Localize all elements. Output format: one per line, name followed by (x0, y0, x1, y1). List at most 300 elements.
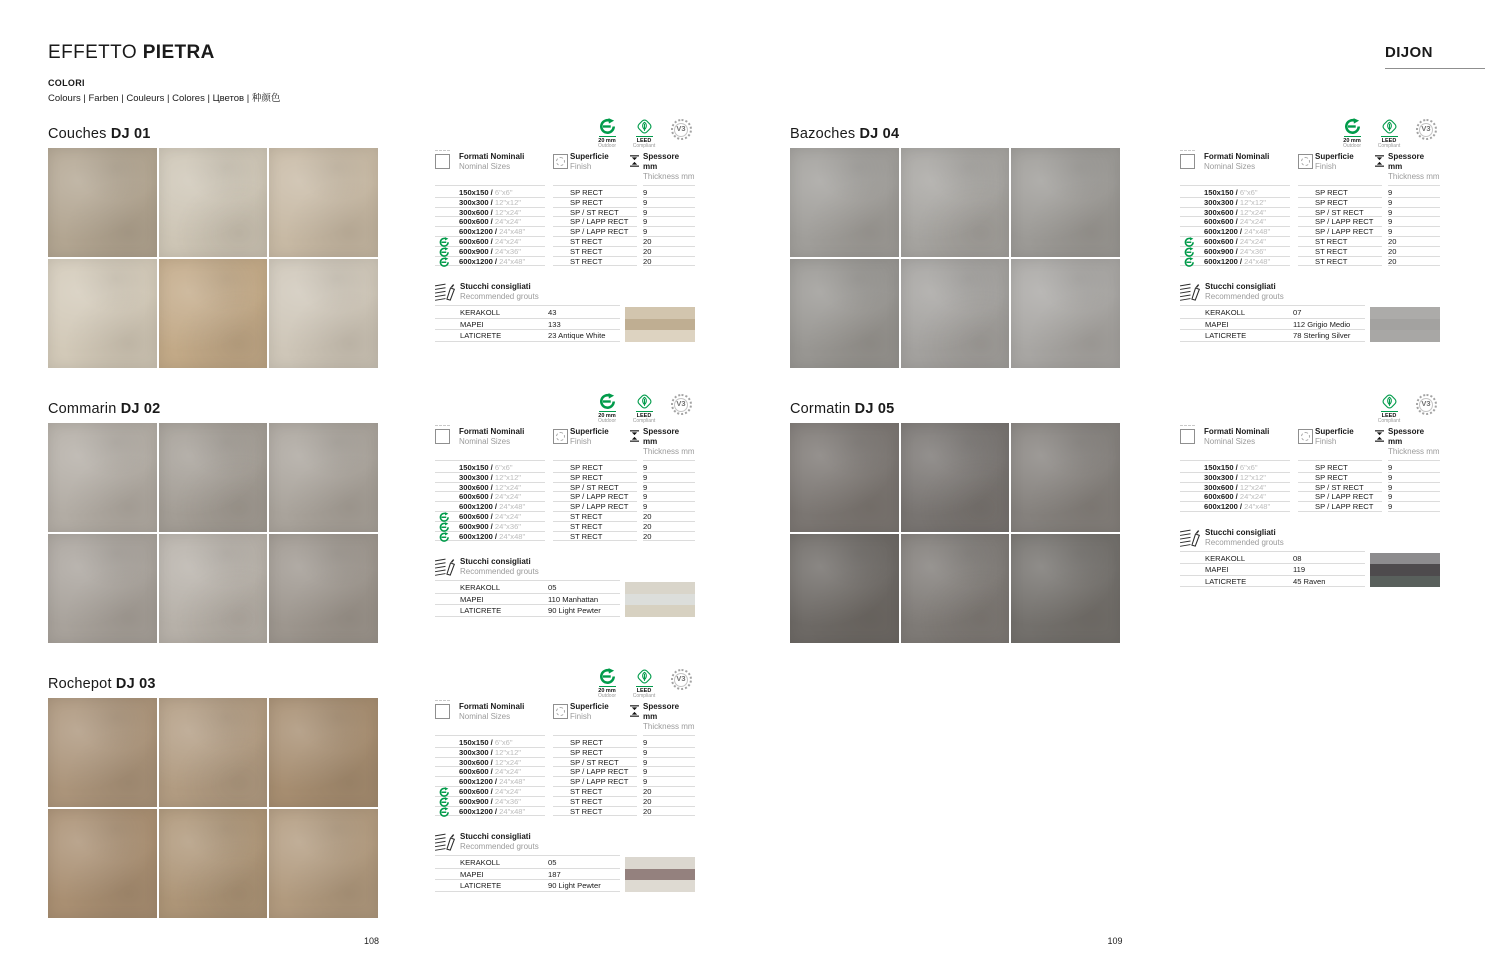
size-row (435, 777, 695, 787)
thickness-cell: 9 (1388, 492, 1440, 502)
badge-leed-label: LEED (1381, 413, 1397, 419)
finish-cell: SP RECT (553, 473, 637, 483)
grout-section (435, 282, 695, 341)
size-row (1180, 237, 1440, 247)
grout-row (1180, 307, 1365, 318)
size-row (435, 767, 695, 777)
size-inches: 24"x48" (499, 227, 526, 237)
v3-label: V3 (1419, 123, 1433, 137)
size-row (435, 522, 695, 532)
header-formati (1180, 427, 1290, 461)
size-inches: 12"x24" (494, 757, 521, 767)
stucchi-subtitle: Recommended grouts (1205, 292, 1284, 302)
size-row (435, 247, 695, 257)
superficie-subtitle: Finish (1315, 437, 1337, 446)
size-mm: 300x600 / (1204, 482, 1240, 492)
badge-outdoor-label: Outdoor (1342, 143, 1362, 150)
grout-color-swatch (625, 869, 695, 880)
grout-row (435, 582, 620, 593)
green-rule (636, 136, 653, 137)
thickness-cell: 9 (643, 208, 695, 218)
size-mm: 600x600 / (459, 217, 495, 227)
size-mm: 600x1200 / (459, 777, 500, 787)
finish-cell: SP RECT (1298, 463, 1382, 473)
tile-photo (48, 809, 157, 918)
size-rows (1180, 463, 1440, 512)
finish-cell: ST RECT (553, 257, 637, 267)
product-block (48, 668, 695, 943)
size-cell (435, 767, 545, 777)
thickness-caliper-icon (630, 704, 639, 718)
badge-compliant-label: Compliant (1377, 418, 1401, 425)
formati-subtitle: Nominal Sizes (1204, 437, 1256, 446)
v3-label: V3 (1419, 398, 1433, 412)
size-cell (435, 787, 545, 797)
size-inches: 24"x48" (1244, 502, 1271, 512)
grout-row (435, 605, 620, 616)
grout-color-swatch (625, 857, 695, 868)
size-inches: 24"x48" (499, 806, 526, 816)
grout-brand: KERAKOLL (1205, 308, 1246, 318)
grout-code: 08 (1293, 553, 1302, 563)
page-number-right: 109 (1107, 936, 1123, 946)
20mm-eco-icon (1184, 257, 1195, 268)
size-row (435, 787, 695, 797)
header-spessore (1388, 427, 1440, 461)
tile-photo (48, 259, 157, 368)
green-rule (636, 411, 653, 412)
grout-color-swatch (1370, 553, 1440, 564)
tile-photo (159, 698, 268, 807)
sizes-table (1180, 152, 1440, 266)
size-inches: 24"x24" (1239, 492, 1266, 502)
tile-photo (790, 148, 899, 257)
tile-size-icon (435, 704, 450, 719)
size-row (1180, 247, 1440, 257)
spessore-title: Spessore mm (1388, 152, 1425, 171)
grout-header (1180, 282, 1365, 306)
v3-icon (671, 119, 692, 140)
size-mm: 300x600 / (459, 482, 495, 492)
size-cell (1180, 463, 1290, 473)
tile-photo (269, 698, 378, 807)
finish-cell: ST RECT (553, 247, 637, 257)
sizes-table-header (1180, 152, 1440, 186)
tile-photo (48, 423, 157, 532)
thickness-cell: 9 (643, 748, 695, 758)
grout-row (435, 857, 620, 868)
badge-leed-label: LEED (636, 688, 652, 694)
grout-swatches (625, 857, 695, 891)
header-superficie (553, 427, 637, 461)
grout-section (435, 832, 695, 891)
size-inches: 24"x36" (1239, 246, 1266, 256)
badge-leed (1375, 118, 1403, 150)
size-cell (435, 247, 545, 257)
size-inches: 24"x48" (499, 502, 526, 512)
tile-grid (790, 423, 1120, 643)
badge-leed (630, 393, 658, 425)
sizes-table-header (435, 427, 695, 461)
grout-body (435, 582, 695, 616)
finish-cell: SP / LAPP RECT (1298, 502, 1382, 512)
tile-photo (901, 423, 1010, 532)
size-mm: 300x600 / (1204, 207, 1240, 217)
size-row (435, 208, 695, 218)
thickness-caliper-icon (630, 154, 639, 168)
tile-photo (269, 534, 378, 643)
finish-cell: SP / LAPP RECT (553, 217, 637, 227)
superficie-title: Superficie (570, 702, 609, 711)
content-area (48, 118, 1440, 943)
tile-photo (1011, 423, 1120, 532)
grout-rows (1180, 307, 1365, 341)
grout-color-swatch (1370, 330, 1440, 341)
size-inches: 6"x6" (1239, 188, 1258, 197)
size-inches: 6"x6" (494, 738, 513, 747)
sizes-table (1180, 427, 1440, 512)
page-column-right (790, 118, 1440, 943)
size-row (435, 257, 695, 267)
badge-20mm-label: 20 mm (598, 138, 616, 144)
size-cell (435, 463, 545, 473)
size-inches: 24"x48" (499, 777, 526, 787)
grout-section (1180, 528, 1440, 587)
product-image-column (48, 393, 378, 643)
product-image-column (48, 118, 378, 368)
size-mm: 300x600 / (459, 207, 495, 217)
stucchi-subtitle: Recommended grouts (460, 567, 539, 577)
size-cell (1180, 198, 1290, 208)
tile-size-icon (435, 429, 450, 444)
spessore-title: Spessore mm (643, 427, 680, 446)
size-inches: 6"x6" (494, 188, 513, 197)
product-name: Commarin (48, 401, 117, 417)
size-row (435, 502, 695, 512)
product-title (790, 393, 1120, 423)
size-mm: 600x1200 / (459, 502, 500, 512)
size-row (435, 463, 695, 473)
product-block (48, 393, 695, 668)
tile-photo (159, 148, 268, 257)
tile-photo (48, 534, 157, 643)
size-row (435, 807, 695, 817)
grout-brand: MAPEI (1205, 319, 1229, 329)
spessore-subtitle: Thickness mm (643, 447, 695, 456)
tile-grid (48, 148, 378, 368)
size-row (435, 738, 695, 748)
grout-color-swatch (1370, 307, 1440, 318)
finish-cell: SP / ST RECT (553, 208, 637, 218)
grout-brand: KERAKOLL (460, 308, 501, 318)
thickness-cell: 9 (643, 483, 695, 493)
grout-code: 110 Manhattan (548, 594, 599, 604)
size-cell (435, 532, 545, 542)
size-mm: 600x600 / (1204, 217, 1240, 227)
finish-cell: SP / LAPP RECT (553, 502, 637, 512)
thickness-cell: 20 (643, 247, 695, 257)
size-mm: 600x600 / (1204, 236, 1240, 246)
grout-brand: LATICRETE (460, 881, 502, 891)
size-row (1180, 198, 1440, 208)
size-row (435, 217, 695, 227)
tile-photo (159, 423, 268, 532)
size-inches: 6"x6" (1239, 463, 1258, 472)
size-row (1180, 463, 1440, 473)
grout-row (1180, 576, 1365, 587)
grout-code: 133 (548, 319, 561, 329)
size-inches: 6"x6" (494, 463, 513, 472)
product-title (790, 118, 1120, 148)
thickness-caliper-icon (630, 429, 639, 443)
trowel-icon (1180, 283, 1201, 302)
grout-section (435, 557, 695, 616)
thickness-cell: 20 (1388, 257, 1440, 267)
size-row (435, 532, 695, 542)
grout-row (1180, 330, 1365, 341)
size-cell (1180, 217, 1290, 227)
sizes-table-header (1180, 427, 1440, 461)
grout-code: 43 (548, 308, 557, 318)
badge-20mm-label: 20 mm (1343, 138, 1361, 144)
stucchi-subtitle: Recommended grouts (460, 292, 539, 302)
grout-code: 23 Antique White (548, 331, 606, 341)
trowel-icon (435, 833, 456, 852)
grout-code: 45 Raven (1293, 576, 1326, 586)
20mm-eco-icon (439, 257, 450, 268)
grout-body (435, 307, 695, 341)
superficie-title: Superficie (570, 427, 609, 436)
spessore-subtitle: Thickness mm (1388, 172, 1440, 181)
finish-cell: SP / LAPP RECT (553, 777, 637, 787)
grout-code: 112 Grigio Medio (1293, 319, 1351, 329)
thickness-cell: 9 (1388, 208, 1440, 218)
page-number-left: 108 (363, 936, 380, 946)
leed-leaf-icon (1381, 393, 1398, 410)
20mm-outdoor-icon (599, 393, 616, 410)
size-cell (435, 227, 545, 237)
tile-grid (48, 698, 378, 918)
superficie-subtitle: Finish (1315, 162, 1337, 171)
badge-20mm-outdoor (1338, 118, 1366, 150)
tile-photo (790, 423, 899, 532)
finish-cell: SP / LAPP RECT (1298, 492, 1382, 502)
stucchi-subtitle: Recommended grouts (460, 842, 539, 852)
tile-photo (901, 534, 1010, 643)
product-image-column (790, 393, 1120, 643)
formati-title: Formati Nominali (459, 427, 525, 436)
finish-cell: SP / LAPP RECT (553, 492, 637, 502)
grout-rows (435, 307, 620, 341)
thickness-cell: 9 (1388, 227, 1440, 237)
header-formati (435, 152, 545, 186)
tile-photo (159, 534, 268, 643)
badge-outdoor-label: Outdoor (597, 143, 617, 150)
size-row (1180, 217, 1440, 227)
thickness-cell: 20 (643, 532, 695, 542)
thickness-cell: 20 (643, 237, 695, 247)
grout-row (1180, 553, 1365, 564)
size-inches: 24"x24" (494, 236, 521, 246)
grout-body (435, 857, 695, 891)
product-image-column (790, 118, 1120, 368)
size-mm: 600x900 / (459, 796, 495, 806)
size-row (1180, 188, 1440, 198)
finish-cell: ST RECT (1298, 237, 1382, 247)
product-code: DJ 04 (859, 126, 900, 142)
surface-finish-icon (553, 154, 568, 169)
green-rule (1381, 136, 1398, 137)
header-spessore (643, 427, 695, 461)
20mm-outdoor-icon (599, 118, 616, 135)
size-mm: 300x300 / (459, 747, 495, 757)
header-superficie (1298, 427, 1382, 461)
size-mm: 600x600 / (459, 511, 495, 521)
finish-cell: SP RECT (553, 198, 637, 208)
size-inches: 24"x24" (1239, 236, 1266, 246)
badge-v3 (667, 668, 695, 690)
size-mm: 600x600 / (459, 492, 495, 502)
grout-brand: KERAKOLL (1205, 553, 1246, 563)
grout-color-swatch (625, 594, 695, 605)
badge-outdoor-label: Outdoor (597, 418, 617, 425)
size-mm: 600x900 / (459, 521, 495, 531)
product-code: DJ 05 (854, 401, 895, 417)
size-inches: 24"x24" (1239, 217, 1266, 227)
finish-cell: SP RECT (1298, 473, 1382, 483)
spec-panel (1180, 393, 1440, 587)
tile-photo (1011, 259, 1120, 368)
grout-code: 07 (1293, 308, 1302, 318)
size-cell (1180, 492, 1290, 502)
grout-row (1180, 319, 1365, 330)
tile-photo (48, 698, 157, 807)
surface-finish-icon (553, 704, 568, 719)
grout-row (1180, 564, 1365, 575)
finish-cell: SP / LAPP RECT (1298, 227, 1382, 237)
finish-cell: SP / ST RECT (553, 758, 637, 768)
tile-photo (901, 148, 1010, 257)
spessore-title: Spessore mm (1388, 427, 1425, 446)
size-row (435, 758, 695, 768)
spec-panel (1180, 118, 1440, 342)
spec-panel (435, 668, 695, 892)
stucchi-title: Stucchi consigliati (460, 557, 531, 567)
grout-row (435, 594, 620, 605)
certification-badges (435, 668, 695, 698)
header-spessore (643, 152, 695, 186)
grout-brand: LATICRETE (460, 606, 502, 616)
grout-color-swatch (625, 582, 695, 593)
grout-header (435, 832, 620, 856)
badge-leed-label: LEED (636, 413, 652, 419)
finish-cell: ST RECT (553, 532, 637, 542)
header-formati (435, 702, 545, 736)
size-cell (1180, 502, 1290, 512)
thickness-cell: 9 (643, 738, 695, 748)
finish-cell: SP RECT (553, 188, 637, 198)
size-inches: 24"x36" (494, 246, 521, 256)
surface-finish-icon (1298, 429, 1313, 444)
surface-finish-icon (553, 429, 568, 444)
size-cell (1180, 237, 1290, 247)
sizes-table (435, 152, 695, 266)
size-cell (435, 237, 545, 247)
spec-panel (435, 118, 695, 342)
formati-subtitle: Nominal Sizes (459, 437, 511, 446)
formati-title: Formati Nominali (1204, 427, 1270, 436)
size-cell (1180, 473, 1290, 483)
finish-cell: ST RECT (553, 797, 637, 807)
size-row (1180, 227, 1440, 237)
finish-cell: ST RECT (1298, 257, 1382, 267)
size-mm: 150x150 / (459, 463, 495, 472)
tile-photo (1011, 534, 1120, 643)
certification-badges (435, 393, 695, 423)
green-rule (1344, 136, 1361, 137)
product-image-column (48, 668, 378, 918)
tile-photo (269, 423, 378, 532)
superficie-title: Superficie (1315, 152, 1354, 161)
formati-title: Formati Nominali (459, 702, 525, 711)
grout-code: 90 Light Pewter (548, 881, 601, 891)
formati-subtitle: Nominal Sizes (1204, 162, 1256, 171)
size-inches: 12"x24" (1239, 207, 1266, 217)
thickness-cell: 9 (643, 767, 695, 777)
size-cell (1180, 257, 1290, 267)
size-mm: 150x150 / (1204, 188, 1240, 197)
thickness-cell: 20 (643, 512, 695, 522)
size-cell (435, 522, 545, 532)
size-row (1180, 257, 1440, 267)
thickness-cell: 20 (643, 257, 695, 267)
tile-photo (901, 259, 1010, 368)
spessore-title: Spessore mm (643, 152, 680, 171)
size-inches: 12"x24" (494, 207, 521, 217)
thickness-cell: 20 (643, 787, 695, 797)
finish-cell: SP RECT (553, 463, 637, 473)
leed-leaf-icon (636, 393, 653, 410)
size-row (435, 483, 695, 493)
header-formati (1180, 152, 1290, 186)
grout-code: 05 (548, 583, 557, 593)
size-inches: 24"x48" (1244, 256, 1271, 266)
green-rule (599, 411, 616, 412)
product-title (48, 668, 378, 698)
spessore-subtitle: Thickness mm (643, 722, 695, 731)
size-rows (435, 463, 695, 541)
thickness-caliper-icon (1375, 154, 1384, 168)
leed-leaf-icon (1381, 118, 1398, 135)
grout-color-swatch (625, 307, 695, 318)
page-column-left (48, 118, 695, 943)
formati-subtitle: Nominal Sizes (459, 162, 511, 171)
page-title-bold: PIETRA (142, 42, 215, 63)
spessore-subtitle: Thickness mm (643, 172, 695, 181)
superficie-subtitle: Finish (570, 162, 592, 171)
badge-compliant-label: Compliant (632, 143, 656, 150)
grout-color-swatch (1370, 576, 1440, 587)
colori-translations: Colours | Farben | Couleurs | Colores | Цветов | 种颜色 (48, 93, 281, 104)
leed-leaf-icon (636, 668, 653, 685)
size-inches: 12"x12" (1239, 197, 1266, 207)
superficie-title: Superficie (1315, 427, 1354, 436)
size-cell (435, 198, 545, 208)
product-name: Cormatin (790, 401, 851, 417)
grout-brand: MAPEI (460, 869, 484, 879)
finish-cell: SP / ST RECT (1298, 208, 1382, 218)
size-cell (435, 758, 545, 768)
